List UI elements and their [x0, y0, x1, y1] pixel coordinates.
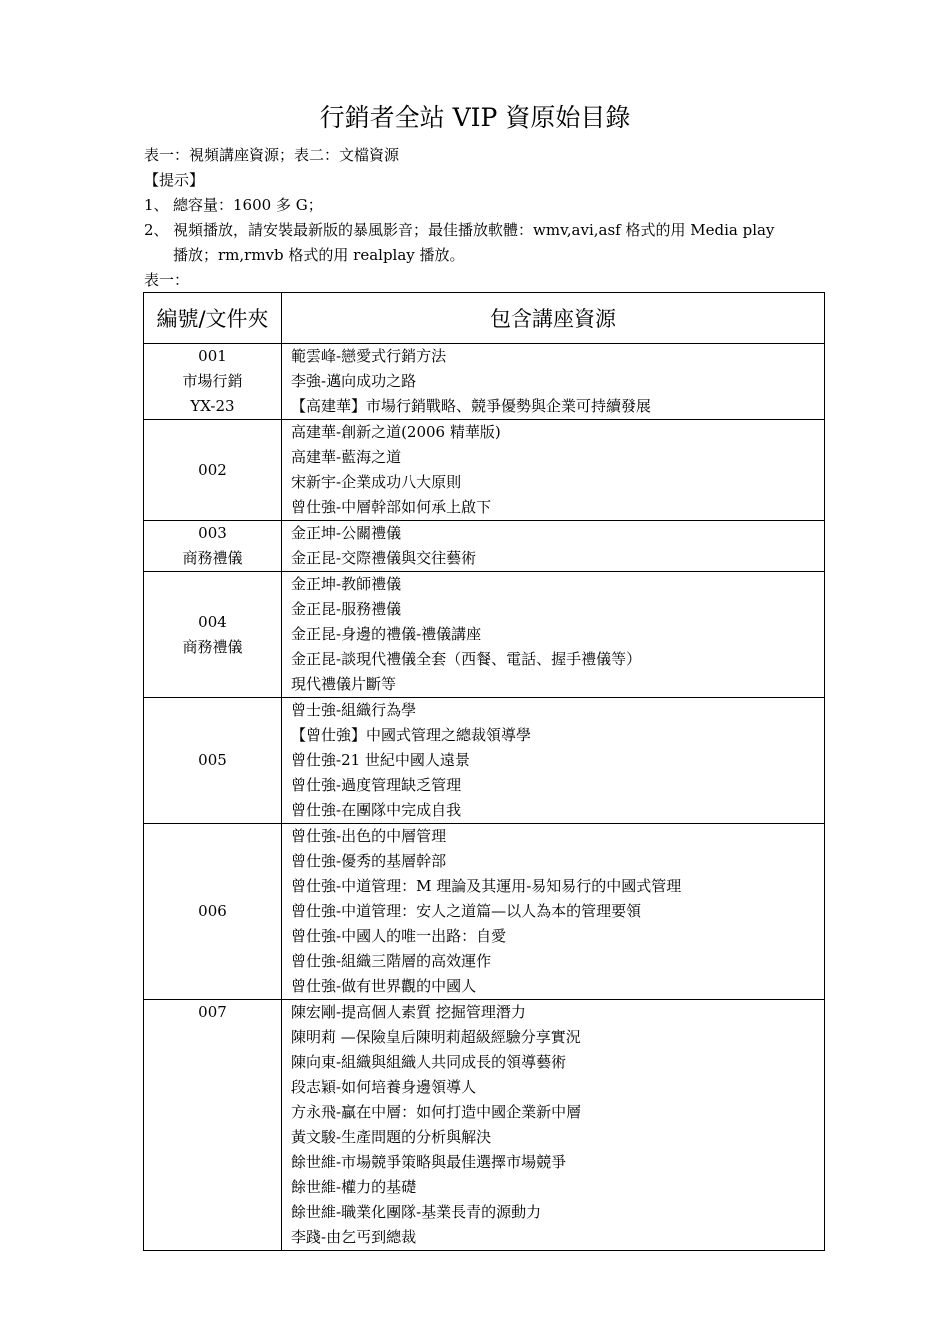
folder-cell [144, 420, 282, 521]
lecture-list-cell [282, 344, 825, 420]
table-row [144, 420, 825, 521]
hint-heading: 【提示】 [144, 171, 205, 189]
table-caption: 表一： [144, 271, 190, 289]
hint-item [144, 193, 824, 218]
lecture-item: 李踐-由乞丐到總裁 [291, 1228, 417, 1246]
lecture-item: 金正昆-交際禮儀與交往藝術 [291, 549, 477, 567]
table-row [144, 824, 825, 1000]
lecture-item: 【高建華】市場行銷戰略、競爭優勢與企業可持續發展 [291, 397, 652, 415]
folder-label: 商務禮儀 [182, 637, 243, 656]
lecture-list-cell [282, 572, 825, 698]
lecture-item: 陳明莉 —保險皇后陳明莉超級經驗分享實況 [291, 1028, 581, 1046]
lecture-item: 黃文駿-生產問題的分析與解決 [291, 1128, 492, 1146]
folder-label: 007 [198, 1003, 227, 1021]
lecture-list-cell [282, 698, 825, 824]
folder-label: 006 [198, 902, 227, 920]
table-row [144, 572, 825, 698]
lecture-item: 方永飛-贏在中層：如何打造中國企業新中層 [291, 1103, 582, 1121]
column-header-lectures: 包含講座資源 [282, 293, 825, 344]
folder-label: 商務禮儀 [182, 549, 243, 567]
lecture-item: 曾仕強-做有世界觀的中國人 [291, 977, 477, 995]
folder-label: 003 [198, 524, 227, 542]
lecture-item: 曾仕強-中道管理：安人之道篇—以人為本的管理要領 [291, 902, 642, 920]
lecture-item: 宋新宇-企業成功八大原則 [291, 473, 462, 491]
folder-label: 市場行銷 [182, 372, 243, 390]
intro-line: 表一：視頻講座資源；表二：文檔資源 [144, 146, 400, 164]
lecture-item: 現代禮儀片斷等 [291, 675, 397, 693]
lecture-item: 餘世維-市場競爭策略與最佳選擇市場競爭 [291, 1153, 567, 1171]
lecture-item: 【曾仕強】中國式管理之總裁領導學 [291, 726, 532, 744]
hint-number: 1、 [144, 196, 169, 214]
lecture-item: 曾仕強-組織三階層的高效運作 [291, 952, 492, 970]
lecture-item: 曾仕強-過度管理缺乏管理 [291, 776, 462, 794]
table-row [144, 521, 825, 572]
lecture-item: 金正坤-公關禮儀 [291, 524, 402, 542]
lecture-item: 餘世維-權力的基礎 [291, 1178, 417, 1196]
lecture-item: 段志穎-如何培養身邊領導人 [291, 1078, 477, 1096]
table-header-row [144, 293, 825, 344]
lecture-item: 曾仕強-中層幹部如何承上啟下 [291, 498, 492, 516]
hint-number: 2、 [144, 221, 169, 239]
lecture-item: 曾仕強-中道管理：M 理論及其運用-易知易行的中國式管理 [291, 877, 682, 895]
resource-table [143, 292, 825, 1251]
lecture-item: 高建華-創新之道(2006 精華版) [291, 423, 501, 441]
lecture-list-cell [282, 420, 825, 521]
lecture-item: 金正昆-服務禮儀 [291, 600, 402, 618]
lecture-item: 陳向東-組織與組織人共同成長的領導藝術 [291, 1053, 567, 1071]
lecture-item: 曾仕強-出色的中層管理 [291, 827, 447, 845]
column-header-folder: 編號/文件夾 [144, 293, 282, 344]
lecture-list-cell [282, 1000, 825, 1251]
table-row [144, 1000, 825, 1251]
folder-label: YX-23 [190, 397, 235, 415]
hint-text: 總容量：1600 多 G； [173, 196, 323, 214]
lecture-item: 金正昆-身邊的禮儀-禮儀講座 [291, 625, 482, 643]
lecture-item: 金正昆-談現代禮儀全套（西餐、電話、握手禮儀等） [291, 650, 642, 668]
folder-cell [144, 572, 282, 698]
lecture-item: 金正坤-教師禮儀 [291, 575, 402, 593]
lecture-list-cell [282, 824, 825, 1000]
table-row [144, 698, 825, 824]
lecture-item: 曾仕強-中國人的唯一出路：自愛 [291, 927, 507, 945]
folder-cell [144, 824, 282, 1000]
lecture-item: 陳宏剛-提高個人素質 挖掘管理潛力 [291, 1003, 526, 1021]
lecture-item: 曾士強-組織行為學 [291, 701, 417, 719]
hint-continuation: 播放；rm,rmvb 格式的用 realplay 播放。 [173, 246, 465, 264]
lecture-item: 曾仕強-在團隊中完成自我 [291, 801, 462, 819]
page-title: 行銷者全站 VIP 資原始目錄 [319, 103, 631, 132]
intro-section [144, 143, 824, 293]
folder-cell [144, 698, 282, 824]
folder-label: 005 [198, 751, 227, 769]
lecture-item: 高建華-藍海之道 [291, 448, 402, 466]
hint-item [144, 218, 824, 243]
lecture-item: 餘世維-職業化團隊-基業長青的源動力 [291, 1203, 542, 1221]
lecture-item: 曾仕強-21 世紀中國人遠景 [291, 751, 470, 769]
folder-cell [144, 1000, 282, 1251]
folder-cell [144, 344, 282, 420]
folder-label: 002 [198, 460, 227, 479]
folder-cell [144, 521, 282, 572]
folder-label: 004 [198, 612, 227, 631]
folder-label: 001 [198, 347, 227, 365]
lecture-item: 李強-邁向成功之路 [291, 372, 417, 390]
table-row [144, 344, 825, 420]
lecture-item: 範雲峰-戀愛式行銷方法 [291, 347, 447, 365]
hint-text: 視頻播放，請安裝最新版的暴風影音；最佳播放軟體：wmv,avi,asf 格式的用 Media play [173, 221, 775, 239]
lecture-item: 曾仕強-優秀的基層幹部 [291, 852, 447, 870]
lecture-list-cell [282, 521, 825, 572]
